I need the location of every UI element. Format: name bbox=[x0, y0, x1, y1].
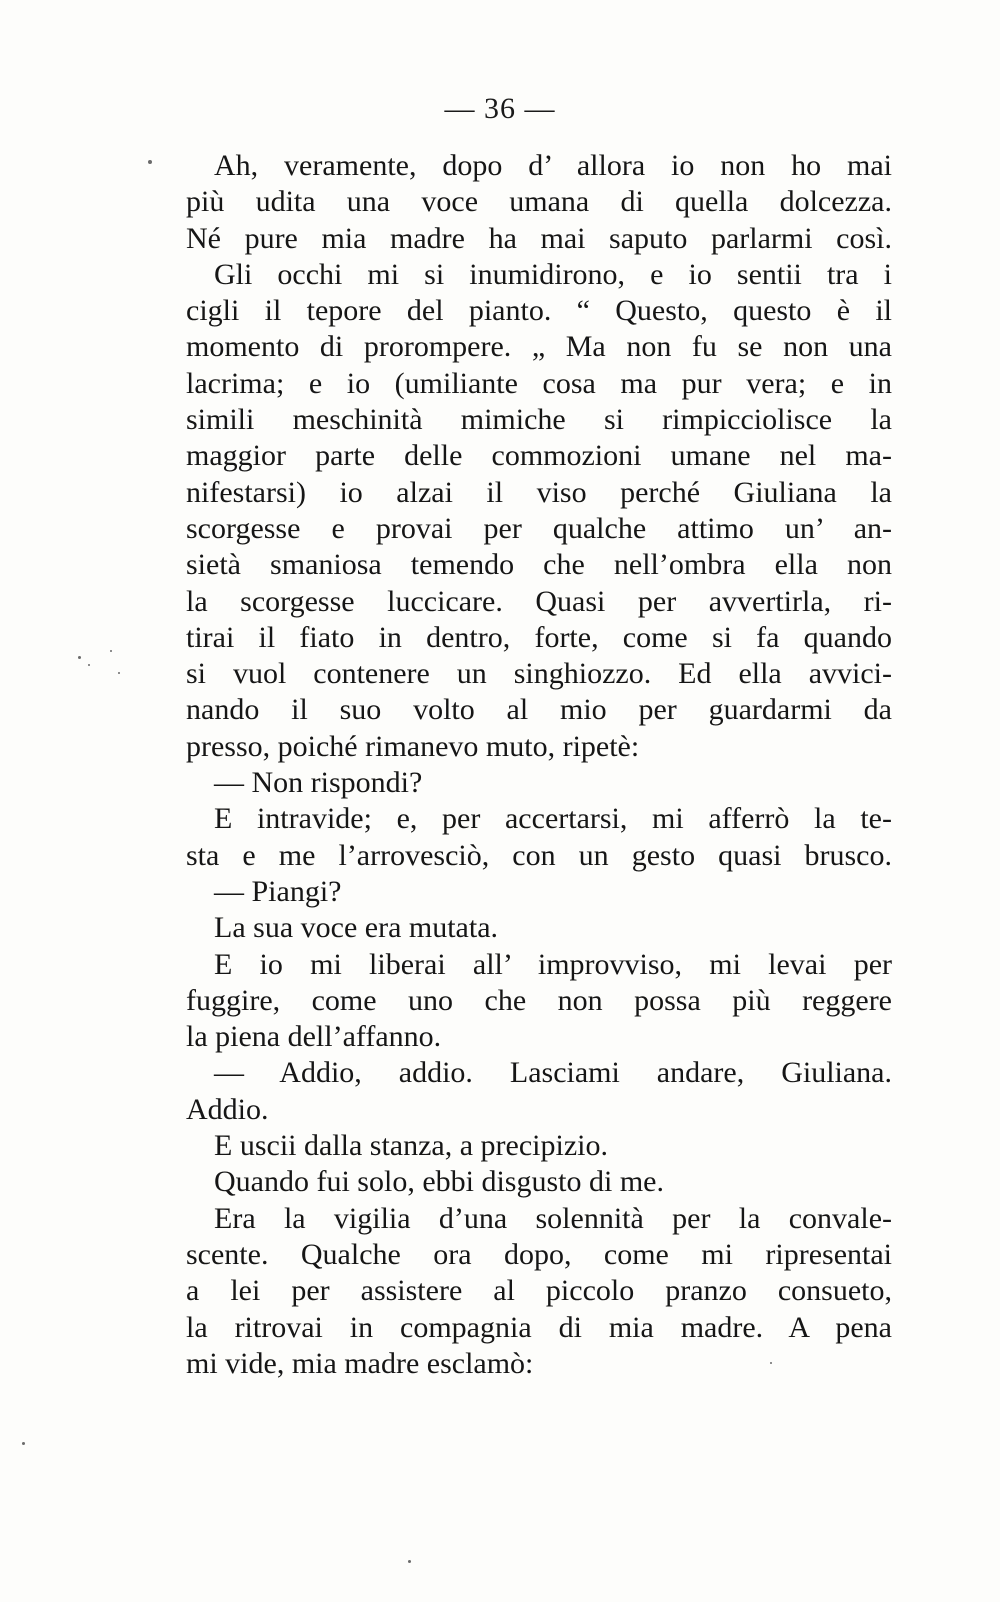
body-text bbox=[186, 148, 892, 1382]
text-line: E intravide; e, per accertarsi, mi afferrò la te- bbox=[214, 802, 892, 836]
paper-speck bbox=[118, 672, 120, 674]
text-line: sietà smaniosa temendo che nell’ombra ella non bbox=[186, 548, 892, 582]
text-line: la scorgesse luccicare. Quasi per avvertirla, ri- bbox=[186, 584, 892, 618]
text-line: la piena dell’affanno. bbox=[186, 1020, 442, 1054]
text-line: mi vide, mia madre esclamò: bbox=[186, 1346, 534, 1380]
text-line: momento di prorompere. „ Ma non fu se non una bbox=[186, 330, 892, 364]
paper-speck bbox=[78, 656, 81, 659]
text-line: cigli il tepore del pianto. “ Questo, questo è il bbox=[186, 294, 892, 328]
text-line: Era la vigilia d’una solennità per la convale- bbox=[214, 1201, 892, 1235]
text-line: — Piangi? bbox=[214, 874, 342, 908]
text-line: Gli occhi mi si inumidirono, e io sentii tra i bbox=[214, 257, 892, 291]
text-line: nando il suo volto al mio per guardarmi da bbox=[186, 693, 892, 727]
page-number: — 36 — bbox=[444, 92, 556, 125]
paper-speck bbox=[22, 1442, 25, 1445]
text-line: simili meschinità mimiche si rimpicciolisce la bbox=[186, 403, 892, 437]
text-line: si vuol contenere un singhiozzo. Ed ella avvici- bbox=[186, 657, 892, 691]
text-line: scorgesse e provai per qualche attimo un’ an- bbox=[186, 511, 892, 545]
text-line: E io mi liberai all’ improvviso, mi levai per bbox=[214, 947, 892, 981]
text-line: sta e me l’arrovesciò, con un gesto quasi brusco. bbox=[186, 838, 892, 872]
text-line: Addio. bbox=[186, 1092, 269, 1126]
text-line: lacrima; e io (umiliante cosa ma pur vera; e in bbox=[186, 366, 892, 400]
paper-speck bbox=[770, 1362, 772, 1364]
text-line: tirai il fiato in dentro, forte, come si fa quando bbox=[186, 620, 892, 654]
paper-speck bbox=[408, 1560, 411, 1563]
text-line: Ah, veramente, dopo d’ allora io non ho mai bbox=[214, 149, 892, 182]
text-line: a lei per assistere al piccolo pranzo consueto, bbox=[186, 1274, 892, 1308]
text-line: scente. Qualche ora dopo, come mi ripresentai bbox=[186, 1237, 892, 1271]
text-line: presso, poiché rimanevo muto, ripetè: bbox=[186, 729, 640, 763]
text-line: — Addio, addio. Lasciami andare, Giuliana. bbox=[214, 1056, 892, 1090]
text-line: la ritrovai in compagnia di mia madre. A pena bbox=[186, 1310, 892, 1344]
text-line: La sua voce era mutata. bbox=[214, 911, 499, 945]
text-line: maggior parte delle commozioni umane nel ma- bbox=[186, 439, 892, 473]
text-line: E uscii dalla stanza, a precipizio. bbox=[214, 1129, 608, 1163]
paper-speck bbox=[88, 664, 90, 666]
paper-speck bbox=[110, 650, 112, 652]
text-line: più udita una voce umana di quella dolcezza. bbox=[186, 185, 892, 219]
text-line: Né pure mia madre ha mai saputo parlarmi così. bbox=[186, 221, 892, 255]
paper-speck bbox=[148, 160, 152, 164]
text-line: fuggire, come uno che non possa più reggere bbox=[186, 983, 892, 1017]
text-line: — Non rispondi? bbox=[214, 766, 423, 800]
text-line: nifestarsi) io alzai il viso perché Giuliana la bbox=[186, 475, 892, 509]
text-line: Quando fui solo, ebbi disgusto di me. bbox=[214, 1165, 664, 1199]
